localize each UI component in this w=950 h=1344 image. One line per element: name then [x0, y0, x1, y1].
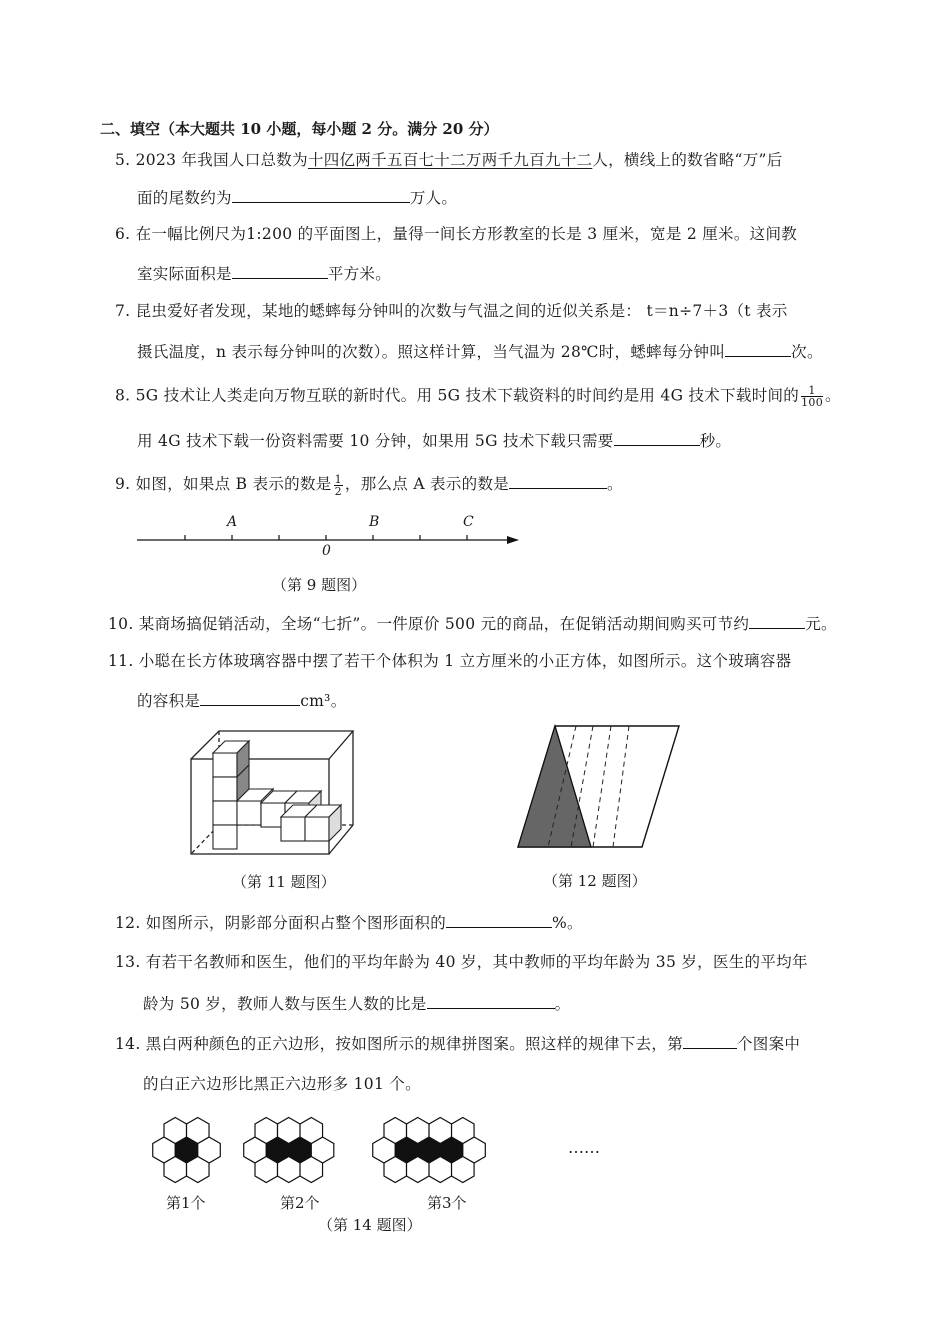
question-9-answer-blank[interactable]: [509, 473, 607, 489]
question-9-fraction-denominator: 2: [334, 484, 342, 498]
question-14-line-2: [143, 1074, 421, 1094]
question-14-answer-blank[interactable]: [683, 1033, 737, 1049]
question-6-text-b: 室实际面积是: [137, 265, 232, 283]
question-8-answer-blank[interactable]: [614, 430, 700, 446]
question-5-line-2: [137, 187, 457, 208]
pattern-ellipsis: ……: [568, 1138, 600, 1157]
white-hexagon: [187, 1157, 210, 1183]
question-9-text-c: 。: [607, 475, 623, 493]
question-9-number: 9.: [115, 475, 131, 493]
white-hexagon: [164, 1118, 187, 1144]
question-5-text-b: 人，横线上的数省略“万”后: [592, 151, 783, 169]
question-13-text-c: 。: [554, 995, 571, 1013]
question-14-number: 14.: [115, 1035, 141, 1053]
question-13-line-2: [143, 993, 570, 1014]
question-6-text-a: 在一幅比例尺为1:200 的平面图上，量得一间长方形教室的长是 3 厘米，宽是 2 厘米。这间教: [135, 225, 798, 243]
question-10-answer-blank[interactable]: [749, 613, 805, 629]
question-10-line-1: [108, 613, 837, 634]
question-14-line-1: [115, 1033, 800, 1054]
pattern-1-label: 第1个: [166, 1194, 206, 1212]
question-11-text-b: 的容积是: [137, 692, 201, 710]
question-12-figure-caption: （第 12 题图）: [543, 872, 647, 890]
question-5-line-1: [115, 150, 783, 170]
question-10-text-a: 某商场搞促销活动，全场“七折”。一件原价 500 元的商品，在促销活动期间购买可节约: [138, 615, 750, 633]
white-hexagon: [187, 1118, 210, 1144]
question-11-number: 11.: [108, 652, 134, 670]
white-hexagon: [300, 1118, 323, 1144]
question-14-figure-caption: （第 14 题图）: [318, 1216, 422, 1234]
question-5-number: 5.: [115, 151, 131, 169]
white-hexagon: [452, 1157, 475, 1183]
white-hexagon: [452, 1118, 475, 1144]
question-6-text-c: 平方米。: [327, 265, 392, 283]
question-6-answer-blank[interactable]: [232, 263, 328, 279]
question-6-line-1: [115, 224, 797, 244]
white-hexagon: [255, 1118, 278, 1144]
question-8-line-1: [115, 385, 841, 408]
question-5-text-a: 2023 年我国人口总数为: [135, 151, 308, 169]
question-13-text-a: 有若干名教师和医生，他们的平均年龄为 40 岁，其中教师的平均年龄为 35 岁，医生的平均年: [145, 953, 808, 971]
question-8-line-2: [137, 430, 731, 451]
question-9-line-1: [115, 473, 623, 497]
point-b-label: B: [369, 514, 380, 530]
white-hexagon: [300, 1157, 323, 1183]
question-9-figure-caption: （第 9 题图）: [272, 576, 367, 594]
question-13-text-b: 龄为 50 岁，教师人数与医生人数的比是: [143, 995, 427, 1013]
white-hexagon: [429, 1157, 452, 1183]
parallelogram-figure: [515, 722, 685, 854]
white-hexagon: [384, 1157, 407, 1183]
white-hexagon: [407, 1118, 430, 1144]
question-12-answer-blank[interactable]: [446, 912, 552, 928]
question-7-number: 7.: [115, 302, 131, 320]
question-11-answer-blank[interactable]: [200, 690, 300, 706]
point-a-label: A: [227, 514, 238, 530]
question-6-number: 6.: [115, 225, 131, 243]
question-5-answer-blank[interactable]: [232, 187, 410, 203]
section-title: 二、填空（本大题共 10 小题，每小题 2 分。满分 20 分）: [100, 120, 499, 138]
question-11-text-c: 。: [330, 692, 347, 710]
number-line-ticks: [185, 535, 467, 540]
white-hexagon: [278, 1118, 301, 1144]
question-14-text-c: 的白正六边形比黑正六边形多 101 个。: [143, 1075, 421, 1093]
question-11-line-1: [108, 651, 791, 671]
question-7-line-2: [137, 341, 823, 362]
white-hexagon: [384, 1118, 407, 1144]
question-10-text-b: 元。: [805, 615, 837, 633]
question-8-text-c: 用 4G 技术下载一份资料需要 10 分钟，如果用 5G 技术下载只需要: [137, 432, 614, 450]
question-9-fraction: [334, 474, 343, 497]
pattern-2-label: 第2个: [280, 1194, 320, 1212]
question-7-text-c: 次。: [791, 343, 823, 361]
question-11-unit: cm³: [300, 692, 331, 710]
question-10-number: 10.: [108, 615, 134, 633]
question-14-text-a: 黑白两种颜色的正六边形，按如图所示的规律拼图案。照这样的规律下去，第: [145, 1035, 683, 1053]
question-12-text-a: 如图所示，阴影部分面积占整个图形面积的: [145, 914, 446, 932]
glass-container-figure: [185, 725, 360, 860]
question-7-answer-blank[interactable]: [725, 341, 791, 357]
number-line-arrow: [507, 536, 519, 544]
question-8-number: 8.: [115, 386, 131, 405]
question-7-text-b: 摄氏温度，n 表示每分钟叫的次数）。照这样计算，当气温为 28℃时，蟋蟀每分钟叫: [137, 343, 726, 361]
question-13-line-1: [115, 952, 808, 972]
question-8-fraction-denominator: 100: [801, 396, 823, 409]
question-8-fraction-numerator: 1: [801, 385, 823, 397]
white-hexagon: [278, 1157, 301, 1183]
pattern-3-label: 第3个: [427, 1194, 467, 1212]
question-14-text-b: 个图案中: [737, 1035, 801, 1053]
question-11-figure-caption: （第 11 题图）: [232, 873, 336, 891]
question-7-line-1: [115, 301, 788, 321]
white-hexagon: [429, 1118, 452, 1144]
question-13-number: 13.: [115, 953, 141, 971]
white-hexagon: [407, 1157, 430, 1183]
white-hexagon: [164, 1157, 187, 1183]
question-8-text-d: 秒。: [699, 432, 732, 450]
hexagon-pattern-figure: [140, 1110, 540, 1190]
question-11-text-a: 小聪在长方体玻璃容器中摆了若干个体积为 1 立方厘米的小正方体，如图所示。这个玻璃容器: [138, 652, 792, 670]
question-5-text-c: 面的尾数约为: [137, 189, 232, 207]
question-5-underlined-number: 十四亿两千五百七十二万两千九百九十二: [307, 151, 593, 169]
question-12-text-b: %。: [552, 914, 583, 932]
question-8-fraction: [801, 385, 823, 408]
question-9-fraction-numerator: 1: [334, 472, 342, 486]
question-8-text-b: 。: [825, 386, 841, 405]
zero-label: 0: [322, 543, 331, 559]
white-hexagon: [255, 1157, 278, 1183]
question-12-line-1: [115, 912, 583, 933]
question-8-text-a: 5G 技术让人类走向万物互联的新时代。用 5G 技术下载资料的时间约是用 4G 技术下载时间的: [135, 386, 800, 405]
question-9-text-b: ，那么点 A 表示的数是: [344, 475, 510, 493]
question-11-line-2: [137, 690, 347, 711]
point-c-label: C: [463, 514, 474, 530]
question-13-answer-blank[interactable]: [427, 993, 555, 1009]
question-12-number: 12.: [115, 914, 141, 932]
question-6-line-2: [137, 263, 391, 284]
question-9-text-a: 如图，如果点 B 表示的数是: [135, 475, 332, 493]
question-7-text-a: 昆虫爱好者发现，某地的蟋蟀每分钟叫的次数与气温之间的近似关系是： t＝n÷7＋3（t 表示: [135, 302, 788, 320]
cube-stack-column: [213, 741, 273, 849]
question-5-text-d: 万人。: [409, 189, 458, 207]
